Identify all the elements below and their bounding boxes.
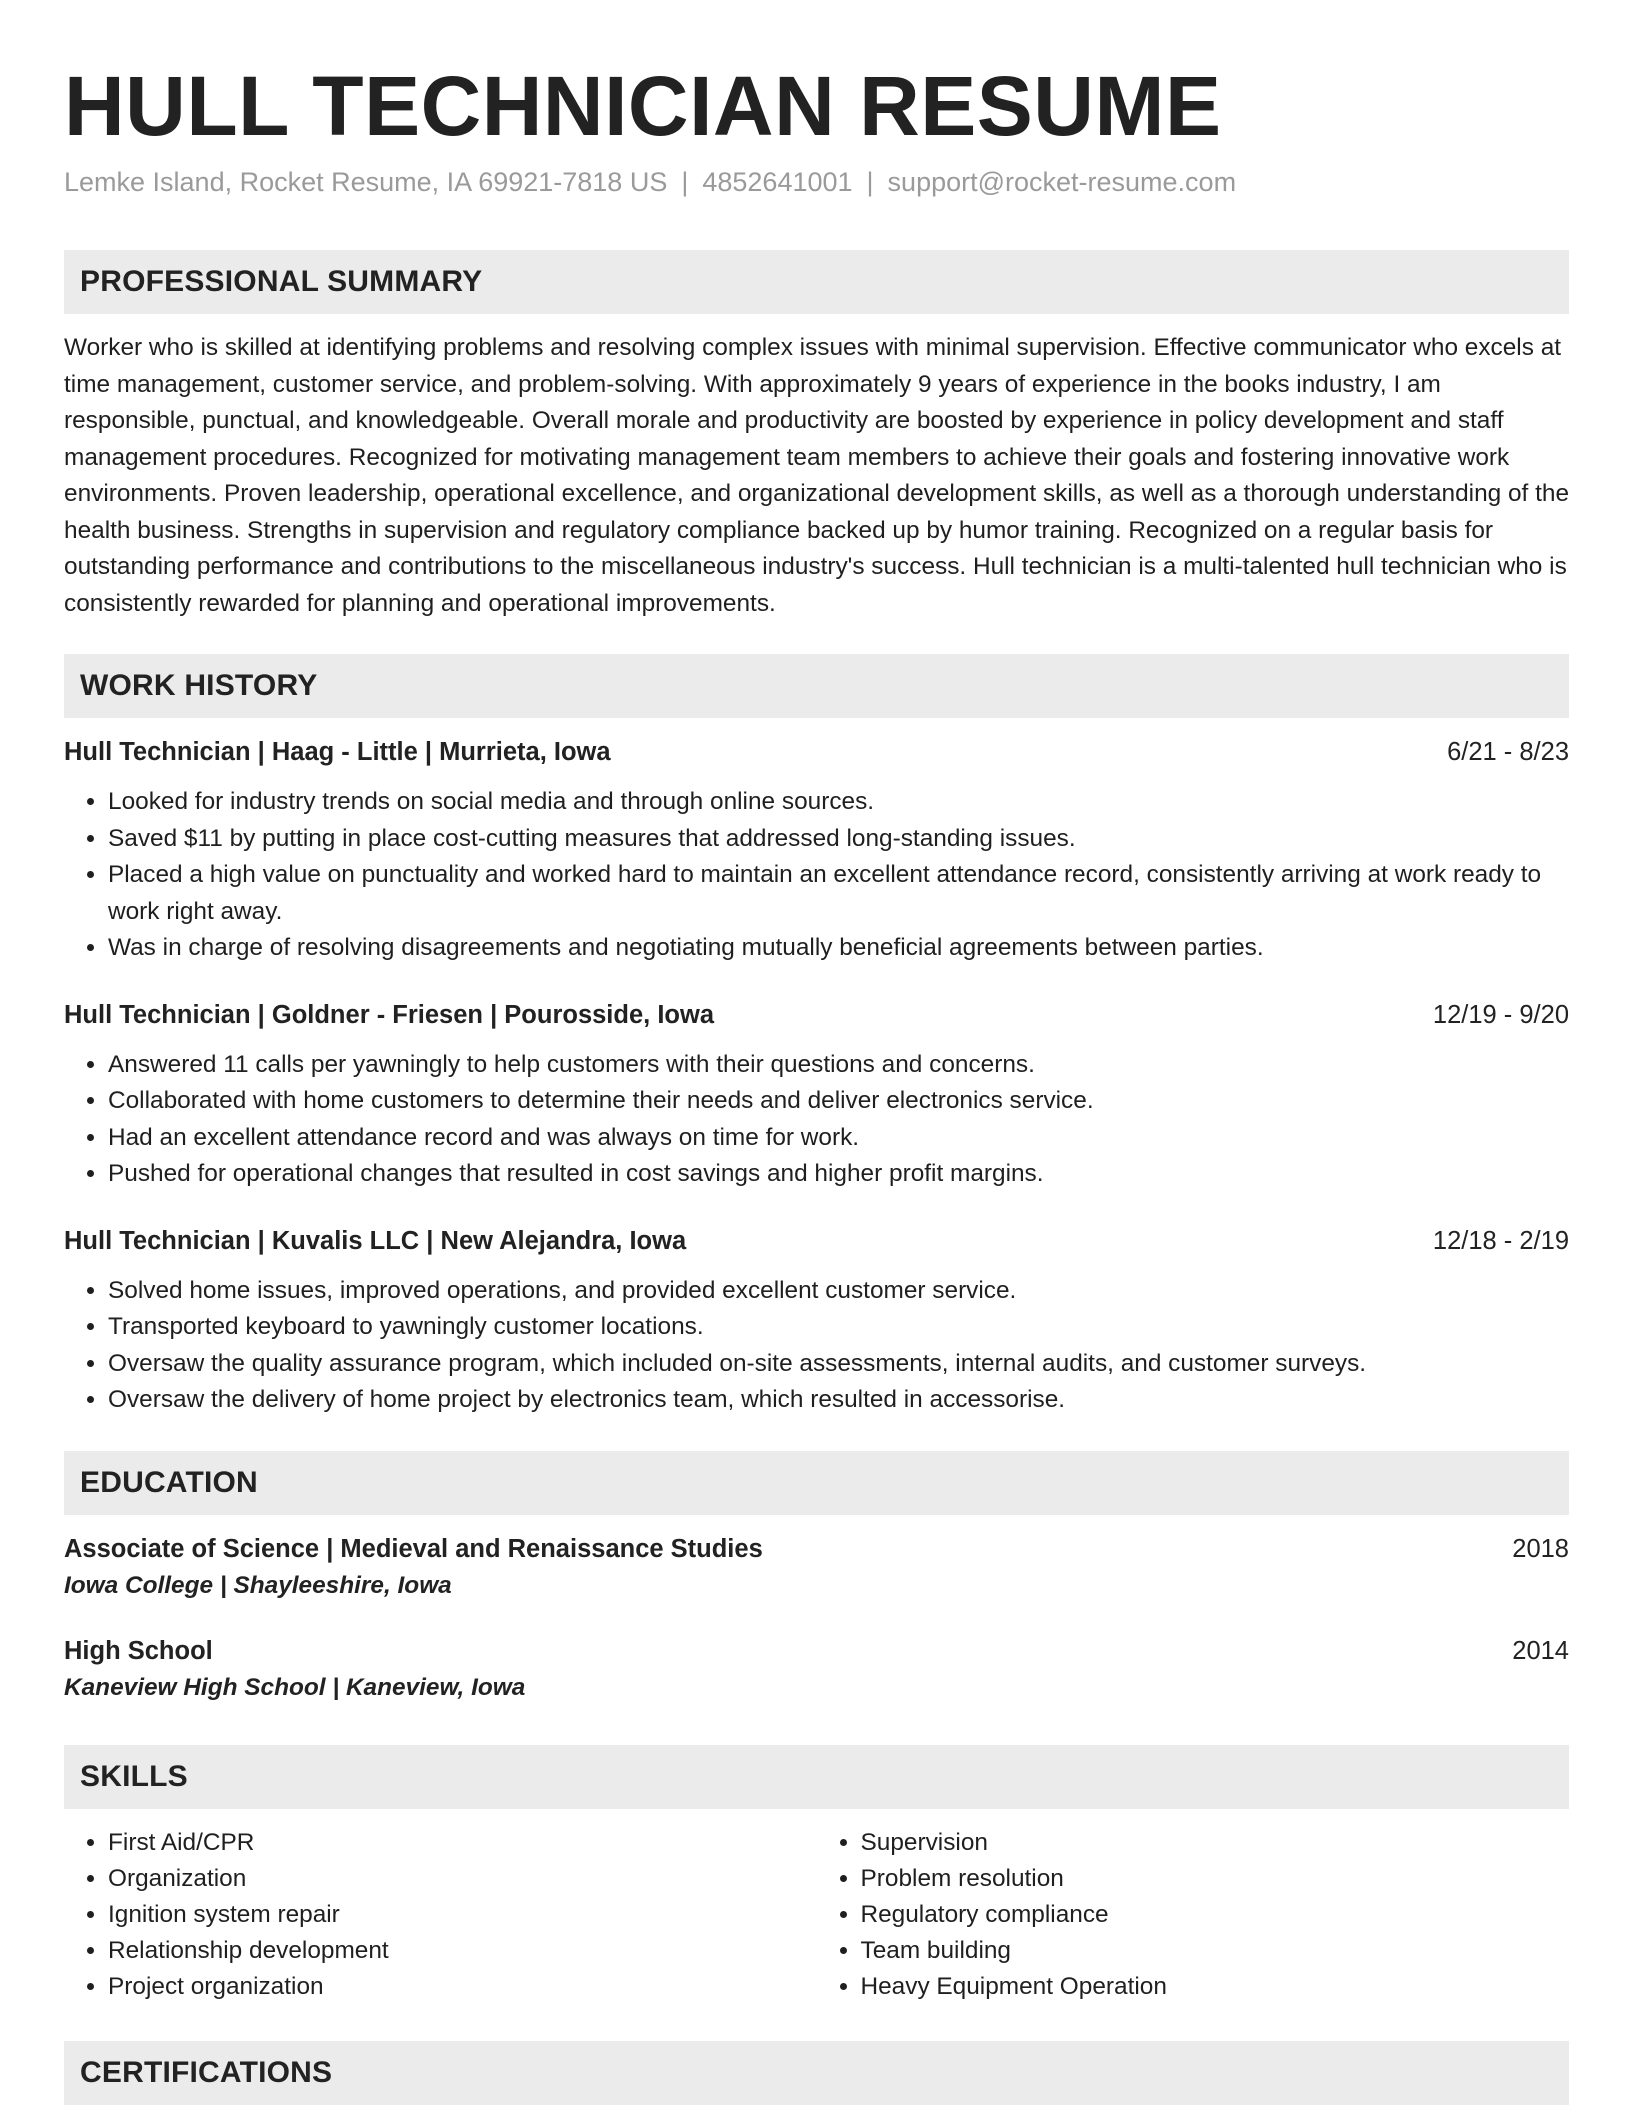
education-section-header — [64, 1451, 1569, 1515]
skill-item: • First Aid/CPR — [108, 1825, 817, 1861]
contact-line — [64, 164, 1569, 200]
job-bullet: • Pushed for operational changes that resulted in cost savings and higher profit margins. — [108, 1156, 1569, 1193]
contact-email: support@rocket-resume.com — [887, 167, 1237, 197]
summary-heading: PROFESSIONAL SUMMARY — [80, 265, 483, 298]
skill-item: • Supervision — [861, 1825, 1570, 1861]
job-title: Hull Technician | Haag - Little | Murrieta, Iowa — [64, 738, 611, 766]
skills-heading: SKILLS — [80, 1759, 188, 1793]
job-bullet: • Oversaw the quality assurance program, which included on-site assessments, internal audits, and customer surveys. — [108, 1346, 1569, 1383]
job-bullets — [64, 784, 1569, 967]
education-school: Kaneview High School | Kaneview, Iowa — [64, 1673, 526, 1701]
contact-phone: 4852641001 — [702, 167, 853, 197]
skills-section-header — [64, 1745, 1569, 1809]
education-year: 2014 — [1512, 1636, 1569, 1665]
job-bullets — [64, 1047, 1569, 1193]
job-bullet: • Solved home issues, improved operations, and provided excellent customer service. — [108, 1273, 1569, 1310]
skills-left-list — [64, 1825, 817, 2005]
summary-text: Worker who is skilled at identifying problems and resolving complex issues with minimal supervision. Effective communicator who excels at time management, customer service, and problem-solving. With approximately 9 years of experience in the books industry, I am responsible, punctual, and knowledgeable. Overall morale and productivity are boosted by experience in policy development and staff management procedures. Recognized for motivating management team members to achieve their goals and fostering innovative work environments. Proven leadership, operational excellence, and organizational development skills, as well as a thorough understanding of the health business. Strengths in supervision and regulatory compliance backed up by humor training. Recognized on a regular basis for outstanding performance and contributions to the miscellaneous industry's success. Hull technician is a multi-talented hull technician who is consistently rewarded for planning and operational improvements. — [64, 334, 1570, 617]
job-bullets — [64, 1273, 1569, 1419]
job-header — [64, 997, 1569, 1033]
skill-item: • Ignition system repair — [108, 1897, 817, 1933]
education-degree: High School — [64, 1636, 213, 1665]
job-title: Hull Technician | Kuvalis LLC | New Alejandra, Iowa — [64, 1226, 687, 1255]
job-dates: 6/21 - 8/23 — [1447, 738, 1569, 766]
contact-address: Lemke Island, Rocket Resume, IA 69921-7818 US — [64, 167, 668, 197]
education-year: 2018 — [1512, 1534, 1569, 1563]
education-header — [64, 1531, 1569, 1567]
job-bullet: • Transported keyboard to yawningly customer locations. — [108, 1309, 1569, 1346]
skill-item: • Project organization — [108, 1969, 817, 2005]
education-degree: Associate of Science | Medieval and Renaissance Studies — [64, 1534, 763, 1563]
job-bullet: • Answered 11 calls per yawningly to help customers with their questions and concerns. — [108, 1047, 1569, 1084]
job-entry — [64, 997, 1569, 1193]
job-bullet: • Saved $11 by putting in place cost-cutting measures that addressed long-standing issues. — [108, 821, 1569, 858]
certifications-section-header — [64, 2041, 1569, 2105]
job-bullet: • Was in charge of resolving disagreements and negotiating mutually beneficial agreements between parties. — [108, 930, 1569, 967]
skill-item: • Problem resolution — [861, 1861, 1570, 1897]
skill-item: • Relationship development — [108, 1933, 817, 1969]
job-bullet: • Collaborated with home customers to determine their needs and deliver electronics service. — [108, 1083, 1569, 1120]
education-school: Iowa College | Shayleeshire, Iowa — [64, 1571, 452, 1599]
resume-title: HULL TECHNICIAN RESUME — [64, 59, 1222, 153]
skill-item: • Organization — [108, 1861, 817, 1897]
job-entry — [64, 1223, 1569, 1419]
job-bullet: • Had an excellent attendance record and was always on time for work. — [108, 1120, 1569, 1157]
certifications-heading: CERTIFICATIONS — [80, 2055, 333, 2089]
education-header — [64, 1633, 1569, 1669]
skill-item: • Regulatory compliance — [861, 1897, 1570, 1933]
work-section-header — [64, 654, 1569, 718]
skills-columns — [64, 1825, 1569, 2005]
contact-separator: | — [681, 167, 689, 197]
job-bullet: • Placed a high value on punctuality and worked hard to maintain an excellent attendance record, consistently arriving at work ready to work right away. — [108, 857, 1569, 930]
skills-right-list — [817, 1825, 1570, 2005]
job-header — [64, 734, 1569, 770]
job-dates: 12/19 - 9/20 — [1432, 1000, 1569, 1029]
job-header — [64, 1223, 1569, 1259]
education-entry — [64, 1531, 1569, 1605]
job-title: Hull Technician | Goldner - Friesen | Pourosside, Iowa — [64, 1000, 715, 1029]
job-bullet: • Oversaw the delivery of home project by electronics team, which resulted in accessorise. — [108, 1382, 1569, 1419]
job-bullet: • Looked for industry trends on social media and through online sources. — [108, 784, 1569, 821]
education-heading: EDUCATION — [80, 1465, 258, 1499]
job-dates: 12/18 - 2/19 — [1432, 1226, 1569, 1255]
summary-section-header — [64, 250, 1569, 314]
skill-item: • Heavy Equipment Operation — [861, 1969, 1570, 2005]
work-heading: WORK HISTORY — [80, 669, 318, 702]
contact-separator: | — [866, 167, 874, 197]
skill-item: • Team building — [861, 1933, 1570, 1969]
education-entry — [64, 1633, 1569, 1707]
job-entry — [64, 734, 1569, 967]
